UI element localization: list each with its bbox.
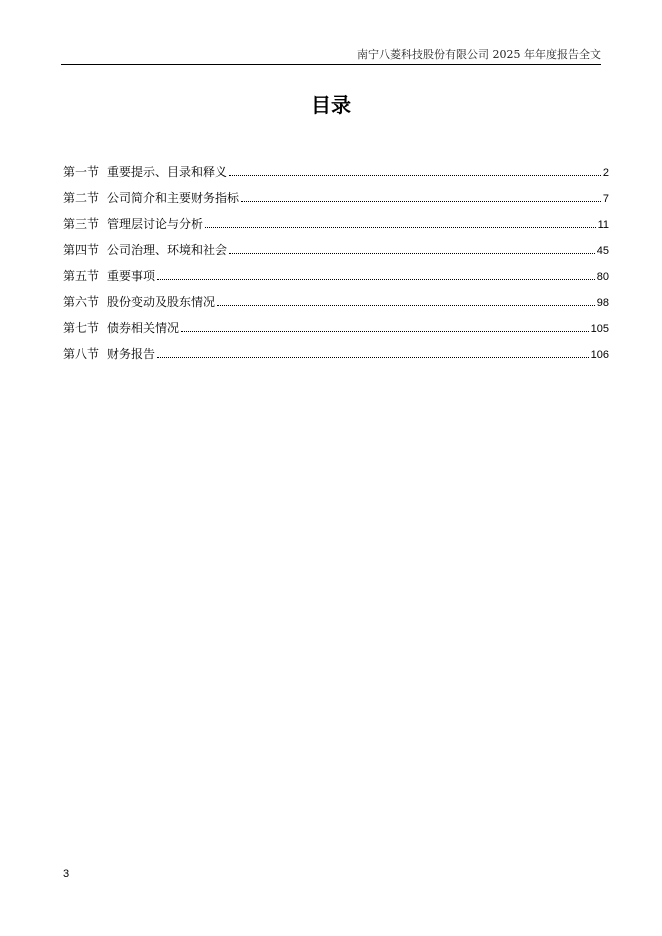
toc-dot-leader [241, 201, 601, 202]
toc-title: 目录 [311, 93, 351, 117]
toc-entry-title: 重要提示、目录和释义 [107, 165, 228, 179]
toc-entry-page: 11 [597, 219, 609, 231]
toc-entry-section-number: 第二节 [63, 191, 100, 205]
toc-entry[interactable] [63, 293, 609, 319]
toc-dot-leader [157, 357, 589, 358]
toc-entry[interactable] [63, 163, 609, 189]
toc-entry-section-number: 第四节 [63, 243, 100, 257]
toc-entry-page: 98 [596, 297, 609, 309]
toc-entry-title: 公司简介和主要财务指标 [107, 191, 240, 205]
toc-entry-section-number: 第五节 [63, 269, 100, 283]
toc-entry-title: 财务报告 [107, 347, 156, 361]
page-number: 3 [63, 868, 70, 880]
page-header: 南宁八菱科技股份有限公司 2025 年年度报告全文 [357, 48, 601, 61]
toc-dot-leader [157, 279, 595, 280]
toc-entry-title: 公司治理、环境和社会 [107, 243, 228, 257]
toc-entry-page: 7 [602, 193, 609, 205]
toc-entry-section-number: 第八节 [63, 347, 100, 361]
toc-entry[interactable] [63, 215, 609, 241]
header-rule [61, 64, 601, 65]
toc-dot-leader [181, 331, 589, 332]
toc-entry[interactable] [63, 241, 609, 267]
toc-entry-title: 股份变动及股东情况 [107, 295, 216, 309]
toc-entry-page: 105 [590, 323, 609, 335]
toc-entry-section-number: 第一节 [63, 165, 100, 179]
toc-entry-page: 106 [590, 349, 609, 361]
toc-entry[interactable] [63, 319, 609, 345]
toc-dot-leader [205, 227, 596, 228]
toc-dot-leader [217, 305, 595, 306]
toc-entry-section-number: 第七节 [63, 321, 100, 335]
toc-entry-section-number: 第六节 [63, 295, 100, 309]
toc-entry-title: 债券相关情况 [107, 321, 180, 335]
toc-list [63, 163, 609, 371]
toc-entry-section-number: 第三节 [63, 217, 100, 231]
toc-entry-page: 45 [596, 245, 609, 257]
toc-entry[interactable] [63, 189, 609, 215]
toc-entry-title: 管理层讨论与分析 [107, 217, 204, 231]
toc-entry-page: 2 [602, 167, 609, 179]
toc-dot-leader [229, 175, 601, 176]
toc-entry-title: 重要事项 [107, 269, 156, 283]
toc-dot-leader [229, 253, 595, 254]
toc-entry[interactable] [63, 345, 609, 371]
toc-entry[interactable] [63, 267, 609, 293]
toc-entry-page: 80 [596, 271, 609, 283]
